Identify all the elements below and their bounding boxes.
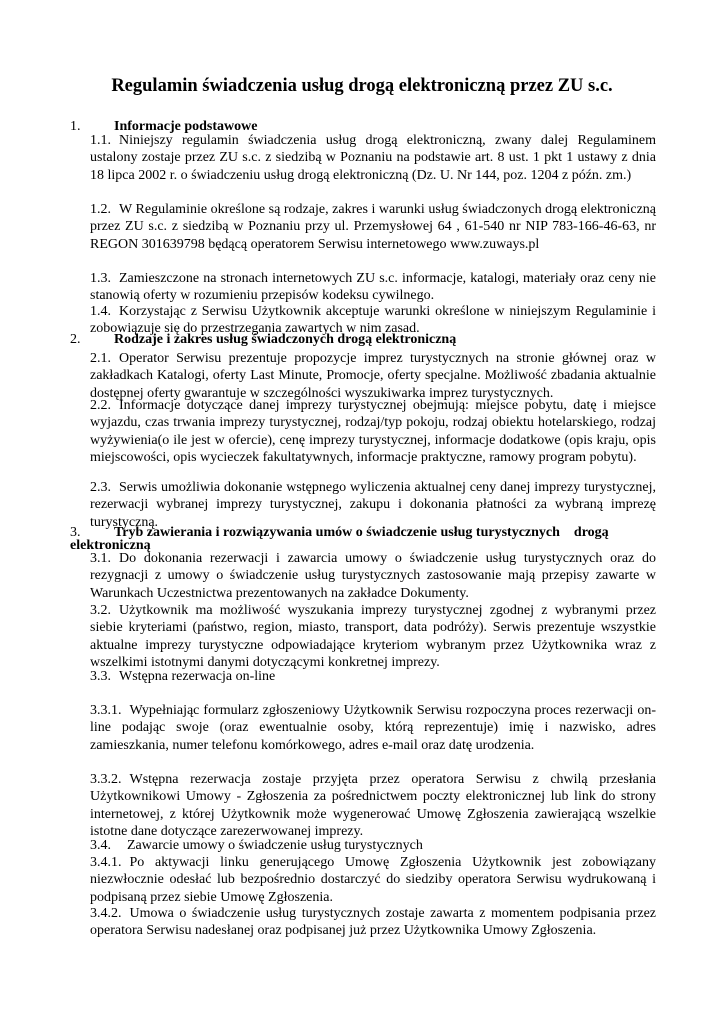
paragraph-1-3	[90, 270, 656, 305]
paragraph-2-2	[90, 397, 656, 466]
paragraph-number: 3.4.2.	[90, 906, 122, 921]
paragraph-text: Zamieszczone na stronach internetowych ZU s.c. informacje, katalogi, materiały oraz ceny nie stanowią oferty w rozumieniu przepisów kodeksu cywilnego.	[90, 271, 656, 304]
paragraph-text: Wstępna rezerwacja zostaje przyjęta przez operatora Serwisu z chwilą przesłania Użytkownikowi Umowy - Zgłoszenia za pośrednictwem poczty elektronicznej lub link do strony internetowej, z której Użytkownik może wygenerować Umowę Zgłoszenia zawierającą wszelkie istotne dane dotyczące zarezerwowanej imprezy.	[90, 772, 656, 839]
paragraph-text: Umowa o świadczenie usług turystycznych zostaje zawarta z momentem podpisania przez operatora Serwisu nadesłanej oraz podpisanej już przez Użytkownika Umowy Zgłoszenia.	[90, 906, 656, 939]
document-title: Regulamin świadczenia usług drogą elektroniczną przez ZU s.c.	[111, 76, 613, 96]
paragraph-3-3-2	[90, 771, 656, 840]
section-number: 2.	[70, 332, 81, 347]
paragraph-3-4-1	[90, 854, 656, 906]
section-title: Tryb zawierania i rozwiązywania umów o świadczenie usług turystycznych drogą	[114, 525, 609, 540]
paragraph-3-2	[90, 602, 656, 671]
paragraph-3-3	[90, 668, 656, 685]
paragraph-number: 3.4.	[90, 838, 111, 853]
paragraph-number: 2.2.	[90, 398, 111, 413]
paragraph-text: Zawarcie umowy o świadczenie usług turystycznych	[127, 838, 423, 853]
paragraph-number: 3.3.2.	[90, 772, 122, 787]
paragraph-text: Wypełniając formularz zgłoszeniowy Użytkownik Serwisu rozpoczyna proces rezerwacji on-line podając swoje (oraz ewentualnie osoby, którą reprezentuje) imię i nazwisko, adres zamieszkania, numer telefonu komórkowego, adres e-mail oraz datę urodzenia.	[90, 703, 656, 753]
paragraph-number: 3.4.1.	[90, 855, 122, 870]
section-title: Rodzaje i zakres usług świadczonych drogą elektroniczną	[114, 332, 457, 347]
paragraph-number: 1.2.	[90, 202, 111, 217]
paragraph-text: Informacje dotyczące danej imprezy turystycznej obejmują: miejsce pobytu, datę i miejsce wyjazdu, czas trwania imprezy turystycznej, rodzaj/typ pokoju, rodzaj obiektu hotelarskiego, rodzaj wyżywienia(o ile jest w ofercie), cenę imprezy turystycznej, informacje dodatkowe (opis kraju, opis miejscowości, opis wycieczek fakultatywnych, informacje praktyczne, ramowy program pobytu).	[90, 398, 656, 465]
paragraph-text: Korzystając z Serwisu Użytkownik akceptuje warunki określone w niniejszym Regulaminie i zobowiązuje się do przestrzegania zawartych w nim zasad.	[90, 304, 656, 337]
paragraph-number: 1.1.	[90, 133, 111, 148]
section-number: 1.	[70, 119, 81, 134]
section-title-continuation: elektroniczną	[70, 538, 151, 553]
paragraph-1-2	[90, 201, 656, 253]
paragraph-number: 1.3.	[90, 271, 111, 286]
paragraph-text: Niniejszy regulamin świadczenia usług drogą elektroniczną, zwany dalej Regulaminem ustalony zostaje przez ZU s.c. z siedzibą w Poznaniu na podstawie art. 8 ust. 1 pkt 1 ustawy z dnia 18 lipca 2002 r. o świadczeniu usług drogą elektroniczną (Dz. U. Nr 144, poz. 1204 z późn. zm.)	[90, 133, 656, 183]
paragraph-text: Po aktywacji linku generującego Umowę Zgłoszenia Użytkownik jest zobowiązany niezwłocznie odesłać lub bezpośrednio dostarczyć do siedziby operatora Serwisu wydrukowaną i podpisaną przez siebie Umowę Zgłoszenia.	[90, 855, 656, 905]
paragraph-text: Serwis umożliwia dokonanie wstępnego wyliczenia aktualnej ceny danej imprezy turystycznej, rezerwacji wybranej imprezy turystycznej, zakupu i dokonania płatności za wybraną imprezę turystyczną.	[90, 480, 656, 530]
paragraph-3-4-2	[90, 905, 656, 940]
paragraph-2-1	[90, 350, 656, 402]
paragraph-3-1	[90, 550, 656, 602]
paragraph-number: 1.4.	[90, 304, 111, 319]
paragraph-text: Wstępna rezerwacja on-line	[119, 669, 276, 684]
paragraph-number: 3.1.	[90, 551, 111, 566]
paragraph-text: Operator Serwisu prezentuje propozycje imprez turystycznych na stronie głównej oraz w zakładkach Katalogi, oferty Last Minute, Promocje, oferty specjalne. Możliwość zbadania aktualnie dostępnej oferty gwarantuje w szczególności wyszukiwarka imprez turystycznych.	[90, 351, 656, 401]
paragraph-3-3-1	[90, 702, 656, 754]
paragraph-3-4	[90, 837, 656, 854]
paragraph-1-1	[90, 132, 656, 184]
paragraph-number: 3.2.	[90, 603, 111, 618]
paragraph-text: W Regulaminie określone są rodzaje, zakres i warunki usług świadczonych drogą elektroniczną przez ZU s.c. z siedzibą w Poznaniu przy ul. Przemysłowej 64 , 61-540 nr NIP 783-166-46-63, nr REGON 301639798 będącą operatorem Serwisu internetowego www.zuways.pl	[90, 202, 656, 252]
paragraph-number: 2.1.	[90, 351, 111, 366]
paragraph-number: 3.3.1.	[90, 703, 122, 718]
paragraph-text: Użytkownik ma możliwość wyszukania imprezy turystycznej zgodnej z wybranymi przez siebie kryteriami (państwo, region, miasto, transport, data podróży). Serwis prezentuje wszystkie aktualne imprezy turystyczne odpowiadające kryteriom wybranym przez Użytkownika wraz z wszelkimi istotnymi danymi dotyczącymi konkretnej imprezy.	[90, 603, 656, 670]
paragraph-number: 2.3.	[90, 480, 111, 495]
paragraph-text: Do dokonania rezerwacji i zawarcia umowy o świadczenie usług turystycznych oraz do rezygnacji z umowy o świadczenie usług turystycznych zastosowanie mają przepisy zawarte w Warunkach Uczestnictwa prezentowanych na zakładce Dokumenty.	[90, 551, 656, 601]
section-title: Informacje podstawowe	[114, 119, 258, 134]
paragraph-number: 3.3.	[90, 669, 111, 684]
section-number: 3.	[70, 525, 81, 540]
